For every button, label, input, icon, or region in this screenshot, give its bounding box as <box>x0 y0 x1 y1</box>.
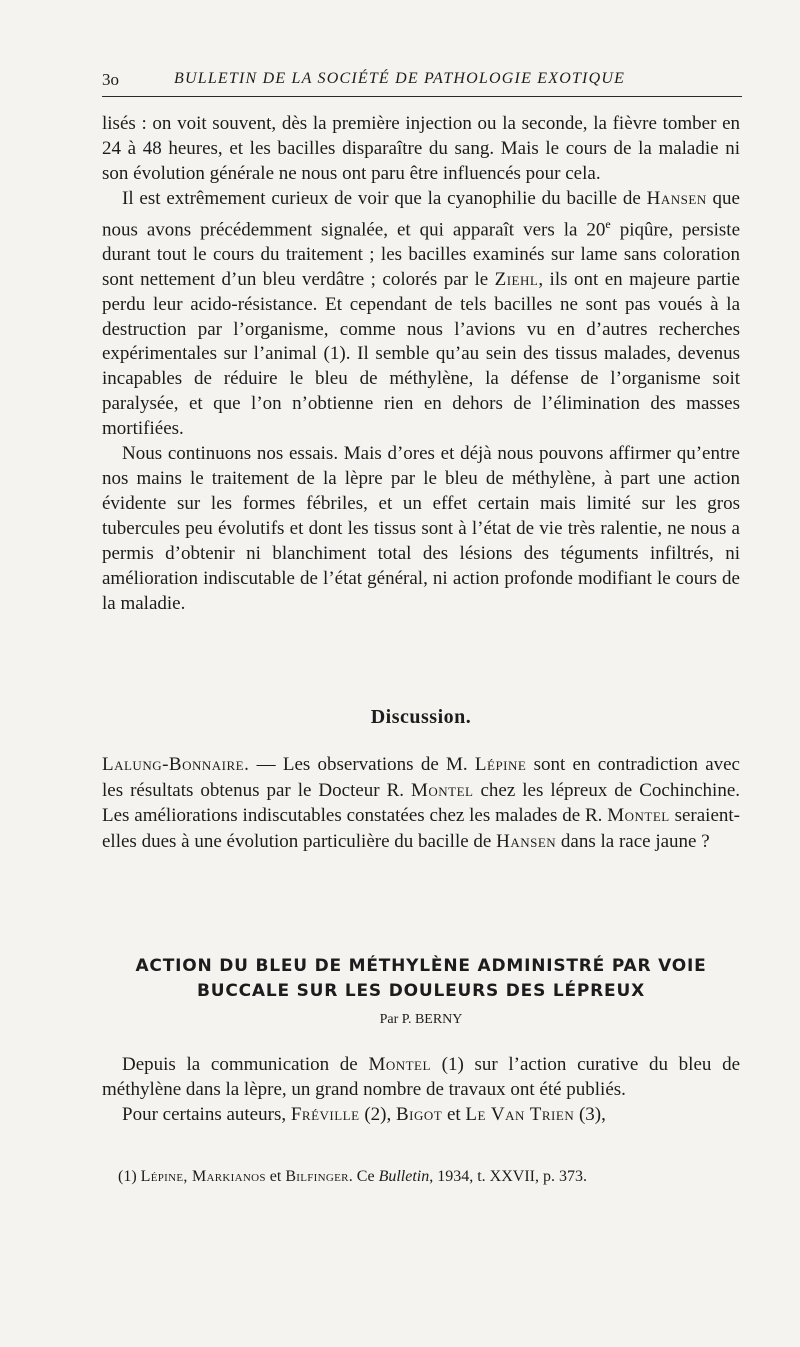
paragraph-conclusion: Nous continuons nos essais. Mais d’ores et déjà nous pouvons affirmer qu’entre nos mains le traitement de la lèpre par le bleu de méthylène, à part une action évidente sur les formes fébriles, et un effet certain mais limité sur les gros tubercules peu évolutifs et dont les tissus sont à l’état de vie très ralentie, ne nous a permis d’obtenir ni blanchiment total des lésions des téguments infiltrés, ni amélioration indiscutable de l’état général, ni action profonde modifiant le cours de la maladie. <box>102 443 740 614</box>
text-run: et <box>442 1104 466 1126</box>
text-run: (3), <box>574 1104 606 1126</box>
author-name-montel: Montel <box>411 779 474 801</box>
article-paragraph <box>102 1102 740 1127</box>
text-run: et <box>265 1168 286 1185</box>
text-run: (1) sur l’action curative du bleu de méthylène dans la lèpre, un grand nombre de travaux ont été publiés. <box>102 1054 741 1101</box>
running-head <box>102 70 742 97</box>
text-run: chez les lépreux de Cochinchine. Les améliorations indiscutables constatées chez les malades de R. <box>102 779 740 826</box>
footnote-journal: Bulletin <box>378 1168 430 1185</box>
author-name-freville: Fréville <box>290 1104 360 1126</box>
author-name-lepine: Lépine <box>474 754 527 775</box>
speaker-name: Lalung-Bonnaire. <box>102 754 250 775</box>
text-run: , ils ont en majeure partie perdu leur acido-résistance. Et cependant de tels bacilles ne sont pas voués à la destruction par l’organisme, comme nous l’avions vu en d’autres recherches expérimentales sur l’animal (1). Il semble qu’au sein des tissus malades, devenus incapables de réduire le bleu de méthylène, la défense de l’organisme soit paralysée, et que l’on n’obtienne rien en dehors de l’élimination des masses mortifiées. <box>102 268 740 440</box>
author-name-ziehl: Ziehl <box>494 268 539 290</box>
text-run: , 1934, t. XXVII, p. 373. <box>429 1168 587 1185</box>
text-run: dans la race jaune ? <box>556 830 710 852</box>
author-name-montel: Montel <box>368 1054 431 1075</box>
text-run: que nous avons précédemment signalée, et qui apparaît vers la 20 <box>102 187 740 240</box>
author-name-bigot: Bigot <box>395 1104 443 1126</box>
text-run: (2), <box>359 1104 396 1126</box>
article-title-line: BUCCALE SUR LES DOULEURS DES LÉPREUX <box>197 981 645 1001</box>
article-title <box>102 954 740 1004</box>
journal-title: BULLETIN DE LA SOCIÉTÉ DE PATHOLOGIE EXOTIQUE <box>174 70 626 87</box>
article-author: Par P. BERNY <box>379 1012 463 1027</box>
superscript: e <box>605 216 611 231</box>
text-run: sont en contradiction avec les résultats obtenus par le Docteur R. <box>102 754 740 801</box>
text-run: seraient-elles dues à une évolution particulière du bacille de <box>102 805 741 852</box>
footnote-author: Bilfinger <box>285 1168 349 1185</box>
page-number: 3o <box>102 70 119 89</box>
footnote-number: (1) <box>118 1168 141 1185</box>
body-text <box>102 112 740 616</box>
discussion-paragraph <box>102 752 740 854</box>
discussion-text <box>102 752 740 854</box>
author-name-le-van-trien: Le Van Trien <box>465 1104 575 1126</box>
text-run: Pour certains auteurs, <box>122 1104 291 1126</box>
article-paragraph <box>102 1052 740 1102</box>
author-name-hansen: Hansen <box>646 187 707 209</box>
paragraph-continuation: lisés : on voit souvent, dès la première injection ou la seconde, la fièvre tomber en 24 à 48 heures, et les bacilles disparaître du sang. Mais le cours de la maladie ni son évolution générale ne nous ont paru être influencés pour cela. <box>102 113 740 184</box>
paragraph-cyanophilie <box>102 187 740 442</box>
text-run: piqûre, persiste durant tout le cours du traitement ; les bacilles examinés sur lame sans coloration sont nettement d’un bleu verdâtre ; colorés par le <box>102 218 741 290</box>
article-text <box>102 1052 740 1128</box>
text-run: Il est extrêmement curieux de voir que la cyanophilie du bacille de <box>122 187 647 209</box>
author-name-hansen: Hansen <box>496 830 557 852</box>
author-name-montel: Montel <box>607 805 670 826</box>
text-run: Depuis la communication de <box>122 1054 369 1075</box>
footnote-authors: Lépine, Markianos <box>140 1168 266 1185</box>
article-title-line: ACTION DU BLEU DE MÉTHYLÈNE ADMINISTRÉ PAR VOIE <box>135 956 707 976</box>
footnote <box>118 1166 738 1188</box>
text-run: . Ce <box>348 1168 379 1185</box>
discussion-heading: Discussion. <box>370 706 472 728</box>
text-run: — Les observations de M. <box>249 754 475 775</box>
